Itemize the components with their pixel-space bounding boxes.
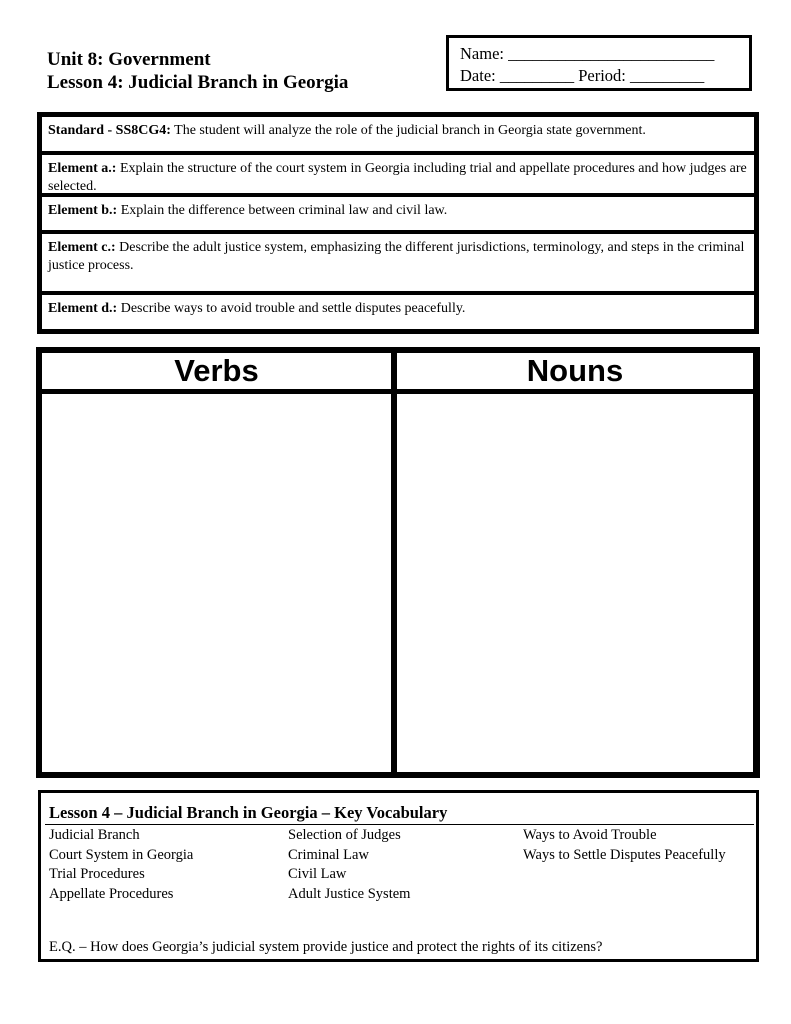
vocabulary-divider — [45, 824, 754, 825]
nouns-header: Nouns — [397, 353, 753, 389]
element-c-label: Element c.: — [48, 240, 116, 255]
element-d-row — [42, 295, 754, 329]
vocab-term: Ways to Avoid Trouble — [523, 827, 657, 843]
standards-table — [37, 112, 759, 334]
name-line[interactable]: Name: _________________________ — [460, 44, 715, 63]
vocab-term: Judicial Branch — [49, 827, 140, 843]
element-c-text: Describe the adult justice system, emphasizing the different jurisdictions, terminology, and steps in the criminal justice process. — [48, 240, 745, 273]
element-b-text: Explain the difference between criminal law and civil law. — [117, 203, 448, 218]
verbs-header: Verbs — [42, 353, 391, 389]
date-period-line[interactable]: Date: _________ Period: _________ — [460, 66, 705, 85]
element-a-label: Element a.: — [48, 161, 117, 176]
element-c-row — [42, 234, 754, 291]
vocab-term: Criminal Law — [288, 846, 369, 863]
vocab-term: Ways to Settle Disputes Peacefully — [523, 846, 726, 863]
vocab-term: Civil Law — [288, 866, 347, 882]
essential-question: E.Q. – How does Georgia’s judicial system provide justice and protect the rights of its citizens? — [49, 939, 603, 955]
vocabulary-column-1 — [49, 826, 193, 904]
vocab-term: Appellate Procedures — [49, 885, 174, 902]
lesson-title: Lesson 4: Judicial Branch in Georgia — [47, 72, 349, 93]
vocabulary-column-2 — [288, 826, 410, 904]
verbs-writing-area[interactable] — [42, 394, 391, 772]
standard-text: The student will analyze the role of the judicial branch in Georgia state government. — [170, 123, 646, 138]
unit-title: Unit 8: Government — [47, 49, 211, 70]
nouns-writing-area[interactable] — [397, 394, 753, 772]
title-block — [47, 48, 348, 94]
element-a-row — [42, 155, 754, 193]
element-d-text: Describe ways to avoid trouble and settle disputes peacefully. — [117, 301, 466, 316]
standard-label: Standard - SS8CG4: — [48, 123, 171, 138]
vocabulary-title: Lesson 4 – Judicial Branch in Georgia – Key Vocabulary — [49, 803, 448, 822]
standard-row — [42, 117, 754, 151]
vocab-term: Trial Procedures — [49, 866, 145, 882]
verbs-nouns-organizer — [36, 347, 760, 778]
element-b-row — [42, 197, 754, 230]
element-b-label: Element b.: — [48, 203, 118, 218]
key-vocabulary-box — [38, 790, 759, 962]
element-a-text: Explain the structure of the court system in Georgia including trial and appellate procedures and how judges are selected. — [48, 161, 747, 194]
name-date-period-box[interactable] — [446, 35, 752, 91]
vocabulary-column-3 — [523, 826, 726, 865]
vocab-term: Court System in Georgia — [49, 846, 194, 863]
vocab-term: Adult Justice System — [288, 885, 411, 902]
vocab-term: Selection of Judges — [288, 827, 401, 843]
element-d-label: Element d.: — [48, 301, 118, 316]
